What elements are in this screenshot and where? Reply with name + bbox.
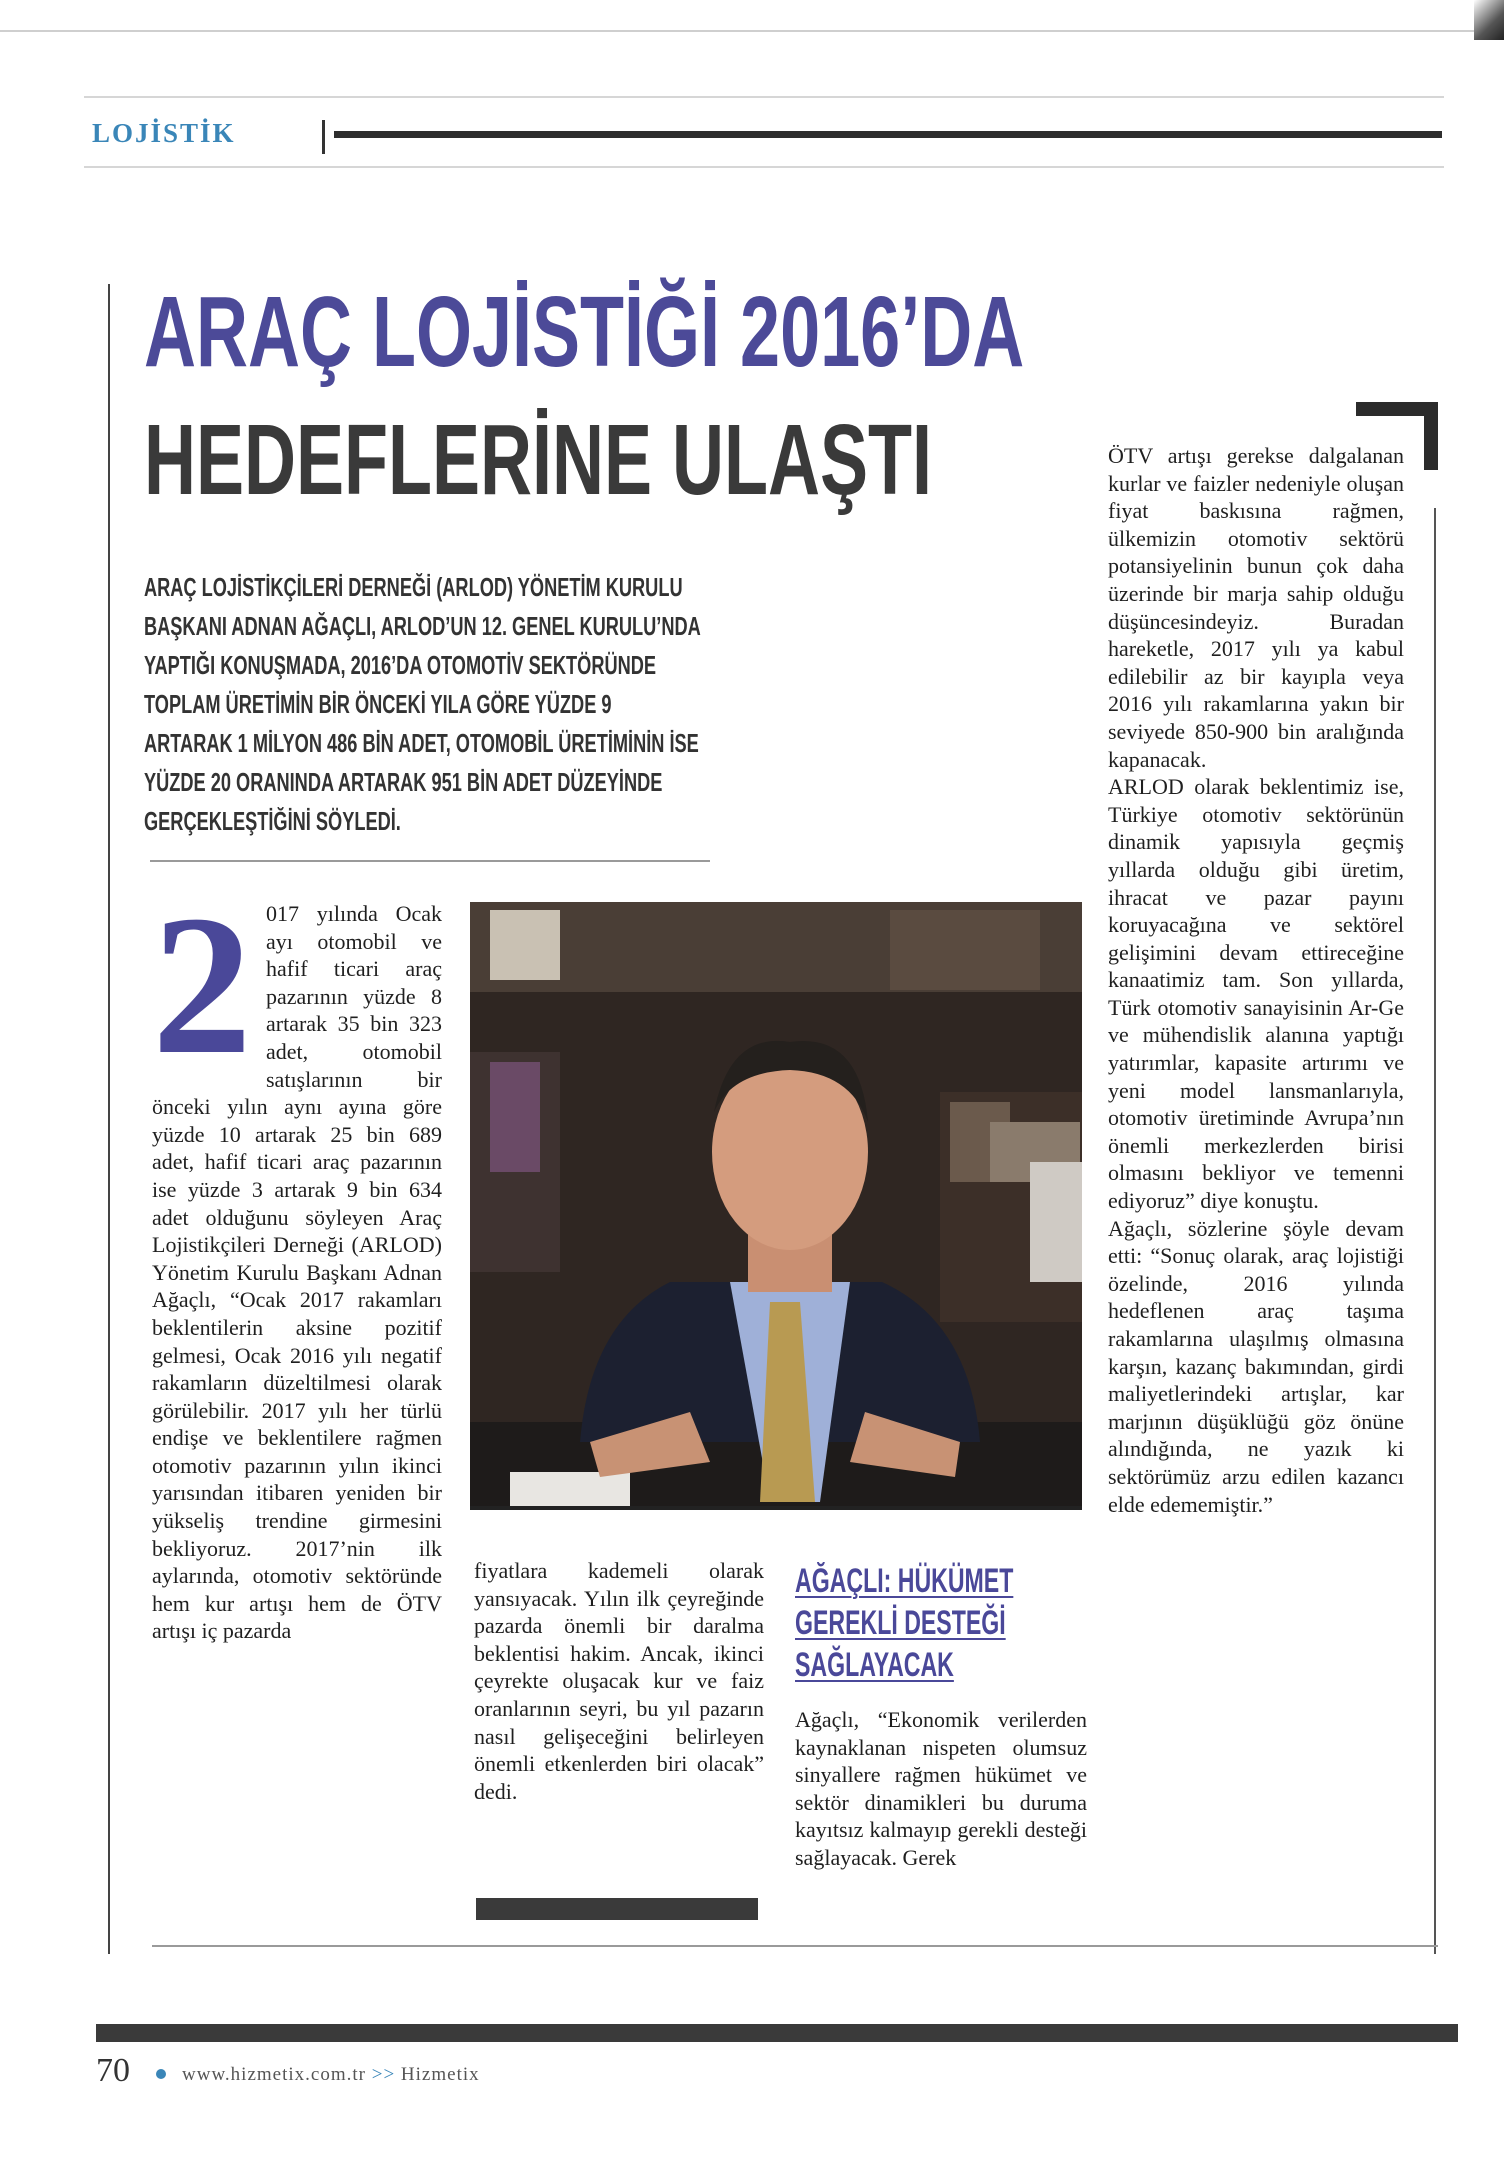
lead-text: ARAÇ LOJİSTİKÇİLERİ DERNEĞİ (ARLOD) YÖNETİM KURULU BAŞKANI ADNAN AĞAÇLI, ARLOD’UN 12. GENEL KURULU’NDA YAPTIĞI KONUŞMADA, 2016’DA OTOMOTİV SEKTÖRÜNDE TOPLAM ÜRETİMİN BİR ÖNCEKİ YILA GÖRE YÜZDE 9 ARTARAK 1 MİLYON 486 BİN ADET, OTOMOBİL ÜRETİMİNİN İSE YÜZDE 20 ORANINDA ARTARAK 951 BİN ADET DÜZEYİNDE GERÇEKLEŞTİĞİNİ SÖYLEDİ.	[144, 572, 701, 836]
footer-arrow: >>	[371, 2064, 396, 2085]
header-top-rule	[84, 96, 1444, 98]
lead-rule	[150, 860, 710, 862]
header-bottom-rule	[84, 166, 1444, 168]
article-column-1	[152, 875, 442, 1645]
portrait-photo	[470, 902, 1082, 1510]
page-number: 70	[96, 2052, 130, 2089]
section-label: LOJİSTİK	[92, 118, 236, 148]
article-column-3: Ağaçlı, “Ekonomik verilerden kaynaklanan nispeten olumsuz sinyallere rağmen hükümet ve sektör dinamikleri bu duruma kayıtsız kalmayıp gerekli desteği sağlayacak. Gerek	[795, 1707, 1087, 1870]
headline-line-2: HEDEFLERİNE ULAŞTI	[144, 404, 933, 516]
column-1-text: 017 yılında Ocak ayı otomobil ve hafif ticari araç pazarının yüzde 8 artarak 35 bin 323 adet, otomobil satışlarının bir önceki yılın aynı ayına göre yüzde 10 artarak 25 bin 689 adet, hafif ticari araç pazarının ise yüzde 3 artarak 9 bin 634 adet olduğunu söyleyen Araç Lojistikçileri Derneği (ARLOD) Yönetim Kurulu Başkanı Adnan Ağaçlı, “Ocak 2017 rakamları beklentilerin aksine pozitif gelmesi, Ocak 2016 yılı negatif rakamların düzeltilmesi olarak görülebilir. 2017 yılı her türlü endişe ve beklentilere rağmen otomotiv pazarının yılın ikinci yarısından itibaren yeniden bir yükseliş trendine girmesini bekliyoruz. 2017’nin ilk aylarında, otomotiv sektöründe hem kur artışı hem de ÖTV artışı iç pazarda	[152, 901, 442, 1644]
corner-bracket-vertical	[1424, 402, 1438, 470]
article-column-4	[1108, 442, 1404, 1518]
column-4-paragraph-3: Ağaçlı, sözlerine şöyle devam etti: “Sonuç olarak, araç lojistiği özelinde, 2016 yılında hedeflenen araç taşıma rakamlarına ulaşılmış olmasına karşın, kazanç bakımından, girdi maliyetlerindeki artışlar, kar marjının düşüklüğü göz önüne alındığında, ne yazık ki sektörümüz arzu edilen kazancı elde edememiştir.”	[1108, 1215, 1404, 1517]
subheading	[795, 1560, 1085, 1686]
article-column-2: fiyatlara kademeli olarak yansıyacak. Yılın ilk çeyreğinde pazarda önemli bir daralma beklentisi hakim. Ancak, ikinci çeyrekte oluşacak kur ve faiz oranlarının seyri, bu yıl pazarın nasıl gelişeceğini belirleyen önemli etkenlerden biri olacak” dedi.	[474, 1558, 764, 1804]
headline-line-1: ARAÇ LOJİSTİĞİ 2016’DA	[144, 276, 1025, 388]
scan-corner-shadow	[1474, 0, 1504, 40]
section-rule	[334, 131, 1442, 138]
footer-text	[182, 2064, 480, 2086]
column-4-paragraph-2: ARLOD olarak beklentimiz ise, Türkiye otomotiv sektörünün dinamik yapısıyla geçmiş yıllarda olduğu gibi üretim, ihracat ve pazar payını koruyacağına ve sektörel gelişimini devam ettireceğine kanaatimiz tam. Son yıllarda, Türk otomotiv sanayisinin Ar-Ge ve mühendislik alanına yaptığı yatırımlar, kapasite artırımı ve yeni model lansmanlarıyla, otomotiv üretiminde Avrupa’nın önemli merkezlerden birisi olmasını bekliyor ve temenni ediyoruz” diye konuştu.	[1108, 774, 1404, 1214]
footer-bullet-icon	[156, 2069, 166, 2079]
lead-paragraph	[144, 568, 704, 841]
left-vertical-rule	[108, 284, 110, 1954]
column-4-paragraph-1: ÖTV artışı gerekse dalgalanan kurlar ve faizler nedeniyle oluşan fiyat baskısına rağmen, ülkemizin otomotiv sektörü potansiyelinin bunun çok daha üzerinde bir marja sahip olduğu düşüncesindeyiz. Buradan hareketle, 2017 yılı ya kabul edilebilir az bir kayıpla veya 2016 yılı rakamlarına yakın bir seviyede 850-900 bin aralığında kapanacak.	[1108, 443, 1404, 772]
article-bottom-rule	[152, 1945, 1438, 1947]
footer-site: www.hizmetix.com.tr	[182, 2064, 366, 2085]
scan-edge	[0, 0, 1504, 32]
section-divider	[322, 120, 325, 154]
footer-bar	[96, 2024, 1458, 2042]
subheading-text: AĞAÇLI: HÜKÜMET GEREKLİ DESTEĞİ SAĞLAYACAK	[795, 1562, 1014, 1684]
footer-brand: Hizmetix	[400, 2064, 480, 2085]
portrait-illustration	[470, 902, 1082, 1506]
dropcap: 2	[152, 875, 252, 1096]
column-2-bottom-bar	[476, 1898, 758, 1920]
right-vertical-rule	[1434, 508, 1436, 1954]
